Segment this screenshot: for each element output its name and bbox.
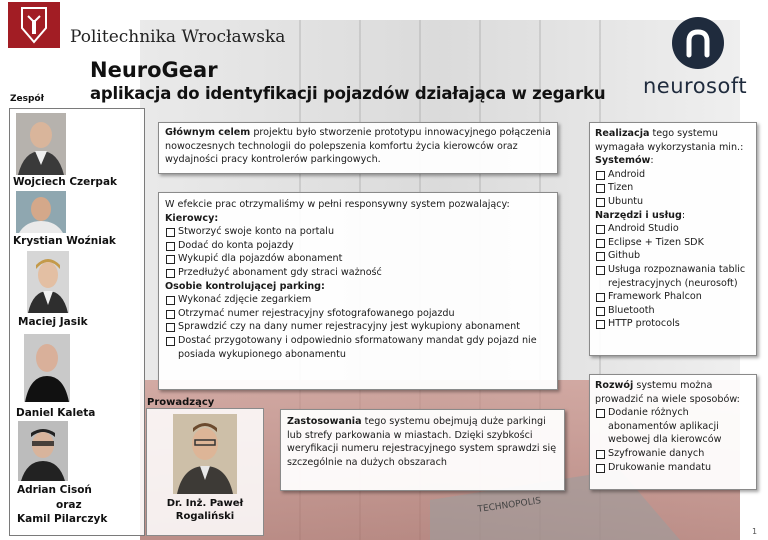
list-item: Eclipse + Tizen SDK <box>595 236 751 250</box>
list-item: Usługa rozpoznawania tablic rejestracyjnych (neurosoft) <box>595 263 751 290</box>
member-name: Wojciech Czerpak <box>13 176 118 188</box>
tools-list <box>595 222 751 331</box>
list-item: Przedłużyć abonament gdy straci ważność <box>165 266 551 280</box>
development-panel <box>589 374 757 490</box>
list-item: Dodać do konta pojazdy <box>165 239 551 253</box>
list-item: Drukowanie mandatu <box>595 461 751 475</box>
goal-panel <box>158 122 558 174</box>
list-item: Android Studio <box>595 222 751 236</box>
team-label: Zespół <box>10 94 44 104</box>
development-list <box>595 406 751 474</box>
member-name: Krystian Woźniak <box>13 235 116 247</box>
list-item: Szyfrowanie danych <box>595 447 751 461</box>
list-item: HTTP protocols <box>595 317 751 331</box>
university-name: Politechnika Wrocławska <box>70 27 286 47</box>
controllers-list <box>165 293 551 361</box>
neurosoft-logo-icon <box>672 17 724 69</box>
drivers-list <box>165 225 551 279</box>
realization-text: tego systemu wymagała wykorzystania min.: <box>595 128 744 153</box>
list-item: Framework Phalcon <box>595 290 751 304</box>
usage-lead: Zastosowania <box>287 416 362 427</box>
list-item: Github <box>595 249 751 263</box>
list-item: Ubuntu <box>595 195 751 209</box>
member-photo <box>27 251 69 313</box>
neurosoft-logo-text: neurosoft <box>643 74 748 98</box>
list-item: Dodanie różnych abonamentów aplikacji webowej dla kierowców <box>595 406 751 447</box>
list-item: Sprawdzić czy na dany numer rejestracyjny jest wykupiony abonament <box>165 320 551 334</box>
development-text: systemu można prowadzić na wiele sposobów: <box>595 380 740 405</box>
project-subtitle: aplikacja do identyfikacji pojazdów działająca w zegarku <box>90 84 606 103</box>
development-lead: Rozwój <box>595 380 634 391</box>
member-photo <box>24 334 70 402</box>
supervisor-label: Prowadzący <box>147 397 215 408</box>
member-name: Kamil Pilarczyk <box>17 513 108 525</box>
list-item: Wykupić dla pojazdów abonament <box>165 252 551 266</box>
supervisor-name: Dr. Inż. Paweł Rogaliński <box>166 498 244 522</box>
member-name: Maciej Jasik <box>18 316 88 328</box>
technopolis-sign: TECHNOPOLIS <box>477 496 542 515</box>
realization-panel: Realizacja tego systemu wymagała wykorzystania min.: Systemów: Android Tizen Ubuntu Narzędzi i usług: Android Studio Eclipse + Tizen SDK Github Usługa rozpoznawania tablic rejestracyjnych (neurosoft) Framework Phalcon Bluetooth HTTP protocols <box>589 122 757 356</box>
list-item: Tizen <box>595 181 751 195</box>
goal-lead: Głównym celem <box>165 127 251 138</box>
usage-text: tego systemu obejmują duże parkingi lub strefy parkowania w miastach. Dzięki szybkości weryfikacji numeru rejestracyjnego system sprawdzi się szczególnie na dużych obszarach <box>287 416 557 468</box>
goal-text: projektu było stworzenie prototypu innowacyjnego połączenia nowoczesnych technologii do polepszenia komfortu życia kierowców oraz wydajności pracy kontrolerów parkingowych. <box>165 127 551 166</box>
drivers-heading: Kierowcy: <box>165 212 219 224</box>
list-item: Wykonać zdjęcie zegarkiem <box>165 293 551 307</box>
controllers-heading: Osobie kontrolującej parking: <box>165 280 325 292</box>
list-item: Stworzyć swoje konto na portalu <box>165 225 551 239</box>
systems-list <box>595 168 751 209</box>
member-photo <box>16 191 66 233</box>
supervisor-photo <box>173 414 237 494</box>
list-item: Otrzymać numer rejestracyjny sfotografowanego pojazdu <box>165 307 551 321</box>
member-name: Adrian Cisoń <box>17 484 92 496</box>
list-item: Android <box>595 168 751 182</box>
list-item: Bluetooth <box>595 304 751 318</box>
tools-heading: Narzędzi i usług <box>595 209 682 221</box>
member-photo <box>18 421 68 481</box>
list-item: Dostać przygotowany i odpowiednio sformatowany mandat gdy pojazd nie posiada wykupionego abonamentu <box>165 334 551 361</box>
results-intro: W efekcie prac otrzymaliśmy w pełni responsywny system pozwalający: <box>165 199 510 210</box>
member-joiner: oraz <box>56 499 82 511</box>
project-title: NeuroGear <box>90 58 218 82</box>
realization-lead: Realizacja <box>595 128 650 139</box>
university-logo <box>8 2 60 48</box>
results-panel <box>158 192 558 390</box>
usage-panel <box>280 409 565 491</box>
member-photo <box>16 113 66 175</box>
page-number: 1 <box>752 527 758 536</box>
member-name: Daniel Kaleta <box>16 407 96 419</box>
systems-heading: Systemów <box>595 155 651 167</box>
